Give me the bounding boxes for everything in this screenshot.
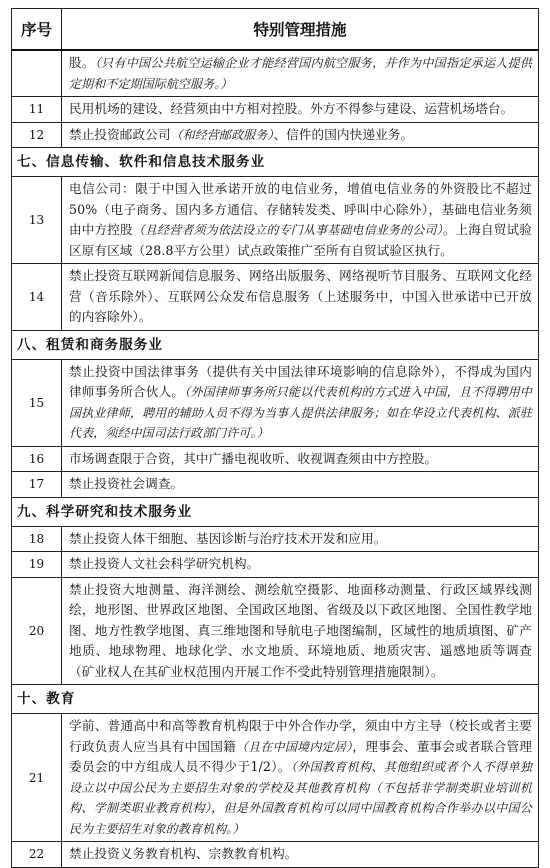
measure-row: [12, 714, 539, 842]
measure-note-text: （且在中国境内定居）: [235, 739, 353, 754]
measure-text: 禁止投资社会调查。: [69, 476, 184, 491]
measure-note-text: （外国律师事务所只能以代表机构的方式进入中国，且不得聘用中国执业律师，聘用的辅助人员不得为当事人提供法律服务；如在华设立代表机构、派驻代表，须经中国司法行政部门许可。）: [69, 385, 532, 440]
measure-text: 禁止投资人文社会科学研究机构。: [69, 556, 260, 571]
measure-note-text: （和经营邮政服务）: [170, 127, 274, 142]
measure-text: 股。: [69, 55, 95, 70]
measure-row: [12, 842, 539, 868]
measure-text-cell: [62, 842, 539, 868]
section-header-row: [12, 497, 539, 526]
measure-note-text: （且经营者须为依法设立的专门从事基础电信业务的公司）: [132, 223, 443, 237]
section-title: 九、科学研究和技术服务业: [12, 497, 539, 526]
serial-number-cell: 15: [12, 359, 62, 446]
measure-text: 市场调查限于合资，其中广播电视收听、收视调查须由中方控股。: [69, 450, 438, 466]
serial-number-cell: 20: [12, 577, 62, 685]
measure-text: 学前、普通高中和高等教育机构限于中外合作办学，须由中方主导（校长或者主要行政负责人应当具有中国国籍: [69, 718, 532, 754]
measure-text: 禁止投资邮政公司: [69, 126, 171, 142]
measure-row: [12, 552, 539, 578]
serial-number-cell: 16: [12, 446, 62, 472]
measure-row: [12, 177, 539, 264]
measure-text: 电信公司：限于中国入世承诺开放的电信业务，增值电信业务的外资股比不超过50%（电子商务、国内多方通信、存储转发类、呼叫中心除外），基础电信业务须由中方控股: [69, 181, 532, 237]
measure-text-cell: [62, 359, 539, 446]
measure-text: 禁止投资义务教育机构、宗教教育机构。: [69, 846, 298, 861]
section-header-row: [12, 148, 539, 177]
measure-text-cell: [62, 97, 539, 123]
measure-row: [12, 50, 539, 97]
serial-number-cell: 21: [12, 714, 62, 842]
serial-number-cell: 14: [12, 264, 62, 331]
serial-number-cell: 12: [12, 122, 62, 148]
measure-text: 禁止投资人体干细胞、基因诊断与治疗技术开发和应用。: [69, 530, 387, 546]
measure-text: ，理事会、董事会或者联合管理委员会的中方组成人员不得少于1/2）。: [69, 738, 532, 774]
measure-text-cell: [62, 177, 539, 264]
measure-text-cell: [62, 552, 539, 578]
serial-number-cell: 19: [12, 552, 62, 578]
section-title: 十、教育: [12, 685, 539, 714]
measure-note-text: （只有中国公共航空运输企业才能经营国内航空服务，并作为中国指定承运人提供定期和不定期国际航空服务。）: [69, 56, 532, 91]
measure-text: 。上海自贸试验区原有区域（28.8平方公里）试点政策推广至所有自贸试验区执行。: [69, 222, 533, 258]
serial-number-cell: 17: [12, 472, 62, 498]
table-header-row: [12, 9, 539, 51]
measure-text: 禁止投资大地测量、海洋测绘、测绘航空摄影、地面移动测量、行政区域界线测绘，地形图、世界政区地图、全国政区地图、省级及以下政区地图、全国性教学地图、地方性教学地图、真三维地图和导航电子地图编制，区域性的地质填图、矿产地质、地球物理、地球化学、水文地质、环境地质、地质灾害、遥感地质等调查（矿业权人在其矿业权范围内开展工作不受此特别管理措施限制）。: [69, 581, 532, 679]
measure-text-cell: [62, 446, 539, 472]
measure-row: [12, 97, 539, 123]
measure-text-cell: [62, 264, 539, 331]
measure-text-cell: [62, 577, 539, 685]
measure-row: [12, 359, 539, 446]
measure-text-cell: [62, 50, 539, 97]
measure-row: [12, 526, 539, 552]
section-title: 七、信息传输、软件和信息技术服务业: [12, 148, 539, 177]
measure-text-cell: [62, 714, 539, 842]
header-serial-number: 序号: [12, 9, 62, 51]
section-header-row: [12, 330, 539, 359]
measure-text: 民用机场的建设、经营须由中方相对控股。外方不得参与建设、运营机场塔台。: [69, 101, 514, 116]
measure-text-cell: [62, 526, 539, 552]
section-header-row: [12, 685, 539, 714]
special-measures-table: [11, 8, 539, 868]
measure-row: [12, 446, 539, 472]
measure-text: 禁止投资中国法律事务（提供有关中国法律环境影响的信息除外），不得成为国内律师事务所合伙人。: [69, 363, 532, 399]
measure-row: [12, 472, 539, 498]
measure-note-text: （外国教育机构、其他组织或者个人不得单独设立以中国公民为主要招生对象的学校及其他教育机构（不包括非学制类职业培训机构、学制类职业教育机构），但是外国教育机构可以同中国教育机构合作举办以中国公民为主要招生对象的教育机构。）: [69, 760, 532, 836]
measure-text: 禁止投资互联网新闻信息服务、网络出版服务、网络视听节目服务、互联网文化经营（音乐除外）、互联网公众发布信息服务（上述服务中，中国入世承诺中已开放的内容除外）。: [69, 268, 532, 324]
serial-number-cell: 13: [12, 177, 62, 264]
serial-number-cell: 22: [12, 842, 62, 868]
serial-number-cell: 11: [12, 97, 62, 123]
serial-number-cell: 18: [12, 526, 62, 552]
table-body: [12, 50, 539, 867]
serial-number-cell: [12, 50, 62, 97]
measure-text-cell: [62, 122, 539, 148]
measure-row: [12, 122, 539, 148]
measure-text: 、信件的国内快递业务。: [273, 126, 414, 142]
measure-row: [12, 577, 539, 685]
section-title: 八、租赁和商务服务业: [12, 330, 539, 359]
measure-row: [12, 264, 539, 331]
header-special-measures: 特别管理措施: [62, 9, 539, 51]
measure-text-cell: [62, 472, 539, 498]
